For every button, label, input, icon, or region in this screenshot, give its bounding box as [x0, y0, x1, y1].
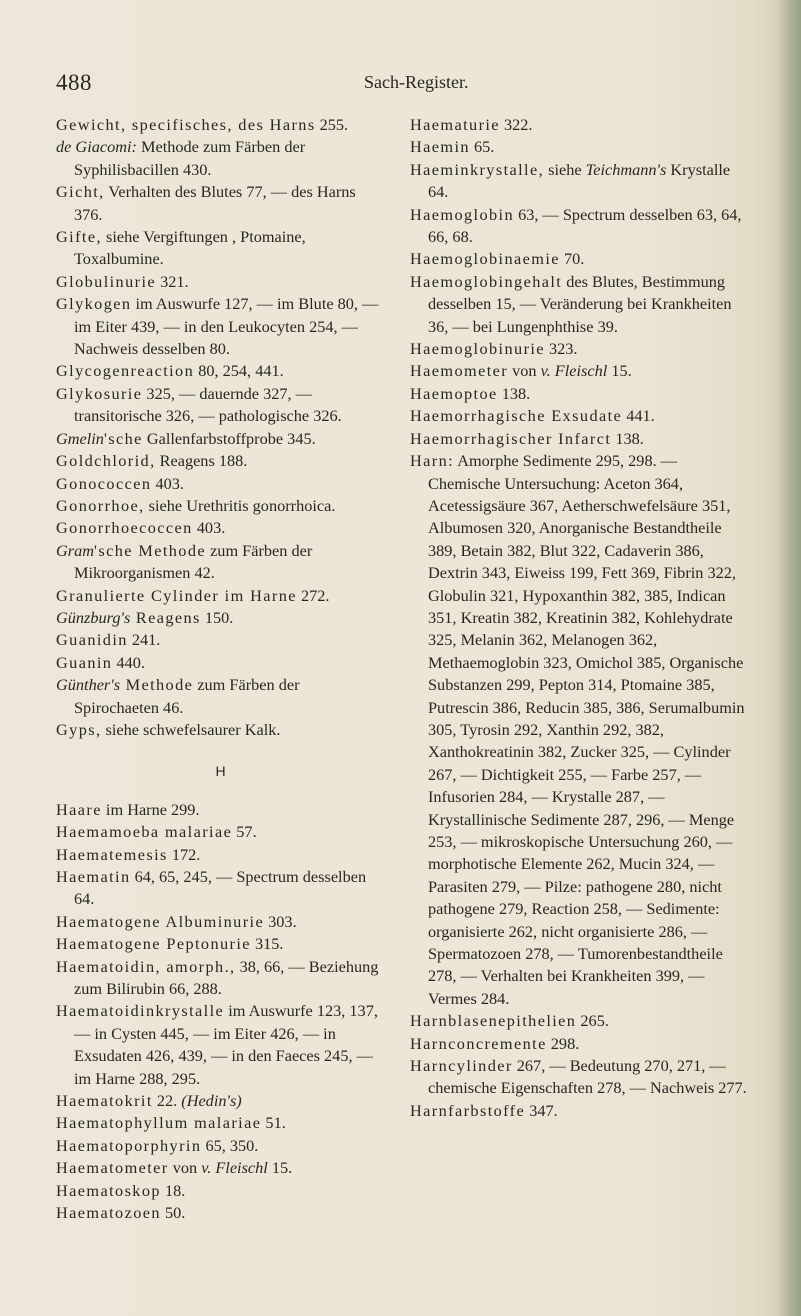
- entry-term: Gicht,: [56, 182, 105, 202]
- entry-term: Haematophyllum malariae: [56, 1113, 262, 1133]
- index-entry: [56, 181, 386, 226]
- index-entry: [56, 607, 386, 629]
- entry-text: 70.: [559, 249, 585, 269]
- entry-author: Günzburg's: [56, 607, 131, 627]
- index-entry: [56, 799, 386, 821]
- entry-text: im Auswurfe 123, 137, — in Cysten 445, — im Eiter 426, — in Exsudaten 426, 439, — in den Faeces 245, — im Harne 288, 295.: [74, 1001, 378, 1088]
- entry-text: 322.: [499, 115, 533, 134]
- entry-text: Amorphe Sedimente 295, 298. — Chemische Untersuchung: Aceton 364, Acetessigsäure 367, Aetherschwefelsäure 351, Albumosen 320, Anorganische Bestandtheile 389, Betain 382, Blut 322, Cadaverin 386, Dextrin 343, Eiweiss 199, Fett 369, Fibrin 322, Globulin 321, Hypoxanthin 382, 385, Indican 351, Kreatin 382, Kreatinin 382, Kohlehydrate 325, Melanin 362, Melanogen 362, Methaemoglobin 323, Omichol 385, Organische Substanzen 299, Pepton 314, Ptomaine 385, Putrescin 386, Reducin 385, 386, Serumalbumin 305, Tyrosin 292, Xanthin 292, 382, Xanthokreatinin 382, Zucker 325, — Cylinder 267, — Dichtigkeit 255, — Farbe 257, — Infusorien 284, — Krystalle 287, — Krystallinische Sedimente 287, 296, — Menge 253, — mikroskopische Untersuchung 260, — morphotische Elemente 262, Mucin 324, — Parasiten 279, — Pilze: pathogene 280, nicht pathogene 279, Reaction 258, — Sedimente: organisierte 262, nicht organisierte 286, — Spermatozoen 278, — Tumorenbestandtheile 278, — Verhalten bei Krankheiten 399, — Vermes 284.: [428, 451, 745, 1008]
- entry-term: Haeminkrystalle,: [410, 159, 545, 179]
- entry-text: 325, — dauernde 327, — transitorische 326, — pathologische 326.: [74, 383, 342, 426]
- index-entry: [410, 136, 750, 158]
- entry-term: Gonococcen: [56, 473, 152, 493]
- entry-term: Haematoidinkrystalle: [56, 1001, 225, 1021]
- entry-text: im Harne 299.: [101, 799, 200, 819]
- entry-term: Haemamoeba malariae: [56, 822, 233, 842]
- entry-text: zum Färben der Mikroorganismen 42.: [74, 540, 313, 583]
- entry-author: de Giacomi:: [56, 137, 137, 157]
- entry-term: Guanidin: [56, 630, 128, 650]
- entry-text: Krystalle 64.: [428, 159, 731, 202]
- entry-text: im Auswurfe 127, — im Blute 80, — im Eiter 439, — in den Leukocyten 254, — Nachweis desselben 80.: [74, 294, 379, 359]
- entry-term: Harnconcremente: [410, 1033, 547, 1053]
- entry-text: 403.: [192, 518, 226, 538]
- index-entry: [56, 1112, 386, 1134]
- index-entry: [56, 540, 386, 585]
- index-entry: [410, 1055, 750, 1100]
- page-edge-shadow: [777, 0, 801, 1316]
- entry-term: Harnblasenepithelien: [410, 1011, 577, 1031]
- entry-text: 80, 254, 441.: [194, 361, 284, 381]
- entry-text: 441.: [622, 406, 655, 426]
- entry-text: von: [508, 361, 541, 381]
- entry-text: 272.: [296, 585, 330, 605]
- entry-text: Verhalten des Blutes 77, — des Harns 376.: [74, 182, 356, 224]
- index-entry: [56, 473, 386, 495]
- entry-term: Goldchlorid,: [56, 451, 156, 471]
- entry-text: 138.: [497, 383, 531, 403]
- index-entry: [56, 1000, 386, 1090]
- entry-text: 321.: [156, 271, 189, 291]
- index-entry: [410, 450, 750, 1010]
- entry-term: Reagens: [130, 607, 201, 627]
- index-entry: [410, 1033, 750, 1055]
- entry-text: 150.: [200, 607, 234, 627]
- index-entry: [56, 629, 386, 651]
- index-entry: [56, 114, 386, 136]
- index-entry: [56, 517, 386, 539]
- index-entry: [410, 1100, 750, 1122]
- entry-term: Harncylinder: [410, 1056, 513, 1076]
- entry-term: Granulierte Cylinder im Harne: [56, 585, 297, 605]
- index-entry: [410, 114, 750, 136]
- index-entry: [56, 933, 386, 955]
- index-entry: [410, 383, 750, 405]
- entry-text: 65.: [469, 137, 495, 157]
- index-entry: [56, 1202, 386, 1224]
- index-entry: [56, 844, 386, 866]
- entry-text: 15.: [267, 1158, 293, 1178]
- entry-text: Reagens 188.: [155, 451, 248, 471]
- entry-text: 315.: [250, 934, 284, 954]
- entry-text: 15.: [607, 361, 632, 381]
- entry-text: 172.: [167, 844, 201, 864]
- index-entry: [56, 674, 386, 719]
- entry-text: 64, 65, 245, — Spectrum desselben 64.: [74, 867, 367, 909]
- entry-term: Haemoglobinurie: [410, 339, 545, 359]
- index-entry: [56, 1157, 386, 1179]
- entry-author: (Hedin's): [177, 1091, 242, 1111]
- entries-g: [56, 114, 386, 741]
- entry-author: Günther's: [56, 675, 121, 695]
- entry-author: Gmelin: [56, 428, 104, 448]
- index-entry: [410, 248, 750, 270]
- entry-term: Haemometer: [410, 361, 509, 381]
- index-entry: [410, 204, 750, 249]
- entry-text: 440.: [112, 652, 145, 672]
- entry-text: siehe Vergiftungen , Ptomaine, Toxalbumine.: [74, 227, 306, 269]
- entry-text: des Blutes, Bestimmung desselben 15, — Veränderung bei Krankheiten 36, — bei Lungenphthise 39.: [428, 271, 732, 336]
- entry-text: 298.: [546, 1033, 580, 1053]
- entry-text: 241.: [127, 630, 161, 650]
- index-entry: [56, 866, 386, 911]
- entry-text: 57.: [232, 822, 257, 842]
- index-entry: [56, 383, 386, 428]
- entry-text: 38, 66, — Beziehung zum Bilirubin 66, 288.: [74, 956, 379, 999]
- section-letter: H: [215, 763, 227, 780]
- entry-term: 'sche: [103, 428, 143, 448]
- index-entry: [56, 956, 386, 1001]
- entry-term: Haemorrhagische Exsudate: [410, 406, 623, 426]
- entry-term: Haematin: [56, 867, 131, 886]
- index-entry: [56, 226, 386, 271]
- entry-text: 265.: [576, 1011, 609, 1031]
- entry-term: Haematoporphyrin: [56, 1135, 202, 1155]
- index-entry: [410, 405, 750, 427]
- entry-text: 18.: [160, 1180, 186, 1200]
- entry-text: Gallenfarbstoffprobe 345.: [142, 428, 316, 448]
- entry-term: Haematoskop: [56, 1180, 161, 1200]
- index-entry: [56, 1135, 386, 1157]
- entry-text: siehe: [544, 159, 586, 179]
- index-entry: [56, 293, 386, 360]
- entry-text: 255.: [315, 115, 349, 134]
- entry-term: Haemoglobinaemie: [410, 249, 560, 269]
- entry-text: 267, — Bedeutung 270, 271, — chemische Eigenschaften 278, — Nachweis 277.: [428, 1056, 747, 1098]
- entry-text: 51.: [261, 1113, 286, 1133]
- entry-text: zum Färben der Spirochaeten 46.: [74, 675, 300, 717]
- index-entry: [56, 1090, 386, 1112]
- entry-term: Gifte,: [56, 227, 102, 247]
- entry-text: von: [168, 1158, 202, 1178]
- entry-term: Glycogenreaction: [56, 361, 195, 381]
- index-entry: [56, 271, 386, 293]
- entry-text: 138.: [611, 428, 644, 448]
- entry-text: 22.: [152, 1091, 178, 1111]
- index-entry: [56, 495, 386, 517]
- entry-term: Glykosurie: [56, 383, 143, 403]
- entry-term: Harnfarbstoffe: [410, 1100, 526, 1120]
- index-entry: [56, 428, 386, 450]
- index-entry: [56, 1180, 386, 1202]
- index-column-right: [410, 114, 750, 1122]
- running-head: Sach-Register.: [364, 72, 469, 92]
- index-entry: [410, 428, 750, 450]
- entry-term: Haematemesis: [56, 844, 168, 864]
- entry-term: Haemoglobin: [410, 204, 515, 224]
- entry-text: siehe Urethritis gonorrhoica.: [144, 495, 336, 515]
- entry-author: v. Fleischl: [540, 361, 608, 381]
- entry-term: Haemorrhagischer Infarct: [410, 428, 612, 448]
- entry-term: Haemoglobingehalt: [410, 271, 563, 291]
- entry-term: Haematogene Albuminurie: [56, 911, 265, 931]
- page-number: 488: [56, 70, 92, 95]
- index-entry: [410, 360, 750, 382]
- entry-term: Haematogene Peptonurie: [56, 934, 251, 954]
- index-entry: [56, 821, 386, 843]
- entry-term: Gonorrhoecoccen: [56, 518, 193, 538]
- entry-text: 347.: [525, 1100, 558, 1120]
- index-entry: [56, 585, 386, 607]
- index-entry: [56, 136, 386, 181]
- entry-text: 403.: [151, 473, 184, 493]
- entry-text: 323.: [544, 339, 578, 359]
- index-entry: [56, 719, 386, 741]
- entry-term: Gewicht, specifisches, des Harns: [56, 115, 316, 134]
- entry-author: v. Fleischl: [201, 1158, 268, 1178]
- entry-text: 303.: [264, 911, 297, 931]
- index-column-left: [56, 114, 386, 1225]
- entry-term: Globulinurie: [56, 271, 157, 291]
- entry-author: Teichmann's: [585, 159, 667, 179]
- entry-term: Haematokrit: [56, 1091, 153, 1111]
- entry-term: Haemin: [410, 137, 470, 157]
- entry-term: Methode: [120, 675, 194, 695]
- index-entry: [56, 911, 386, 933]
- entry-term: 'sche Methode: [94, 540, 207, 560]
- entry-term: Gyps,: [56, 719, 102, 739]
- entry-author: Gram: [56, 540, 94, 560]
- index-entry: [410, 1010, 750, 1032]
- entry-term: Haemoptoe: [410, 383, 498, 403]
- entry-text: 65, 350.: [201, 1135, 259, 1155]
- entry-term: Haematurie: [410, 115, 500, 134]
- entry-text: siehe schwefelsaurer Kalk.: [101, 719, 281, 739]
- entry-term: Haematoidin, amorph.,: [56, 956, 236, 976]
- entry-term: Harn:: [410, 451, 455, 471]
- index-entry: [56, 450, 386, 472]
- entry-term: Haare: [56, 799, 102, 819]
- index-entry: [410, 271, 750, 338]
- index-entry: [56, 360, 386, 382]
- entry-term: Haematometer: [56, 1158, 169, 1178]
- entries-h-left: [56, 799, 386, 1225]
- index-entry: [410, 159, 750, 204]
- entry-term: Haematozoen: [56, 1203, 161, 1223]
- index-entry: [56, 652, 386, 674]
- entries-h-right: [410, 114, 750, 1122]
- index-entry: [410, 338, 750, 360]
- entry-term: Guanin: [56, 652, 113, 672]
- entry-term: Gonorrhoe,: [56, 495, 145, 515]
- entry-text: Methode zum Färben der Syphilisbacillen 430.: [74, 137, 306, 179]
- entry-text: 63, — Spectrum desselben 63, 64, 66, 68.: [428, 204, 742, 247]
- entry-text: 50.: [160, 1203, 186, 1223]
- entry-term: Glykogen: [56, 294, 132, 314]
